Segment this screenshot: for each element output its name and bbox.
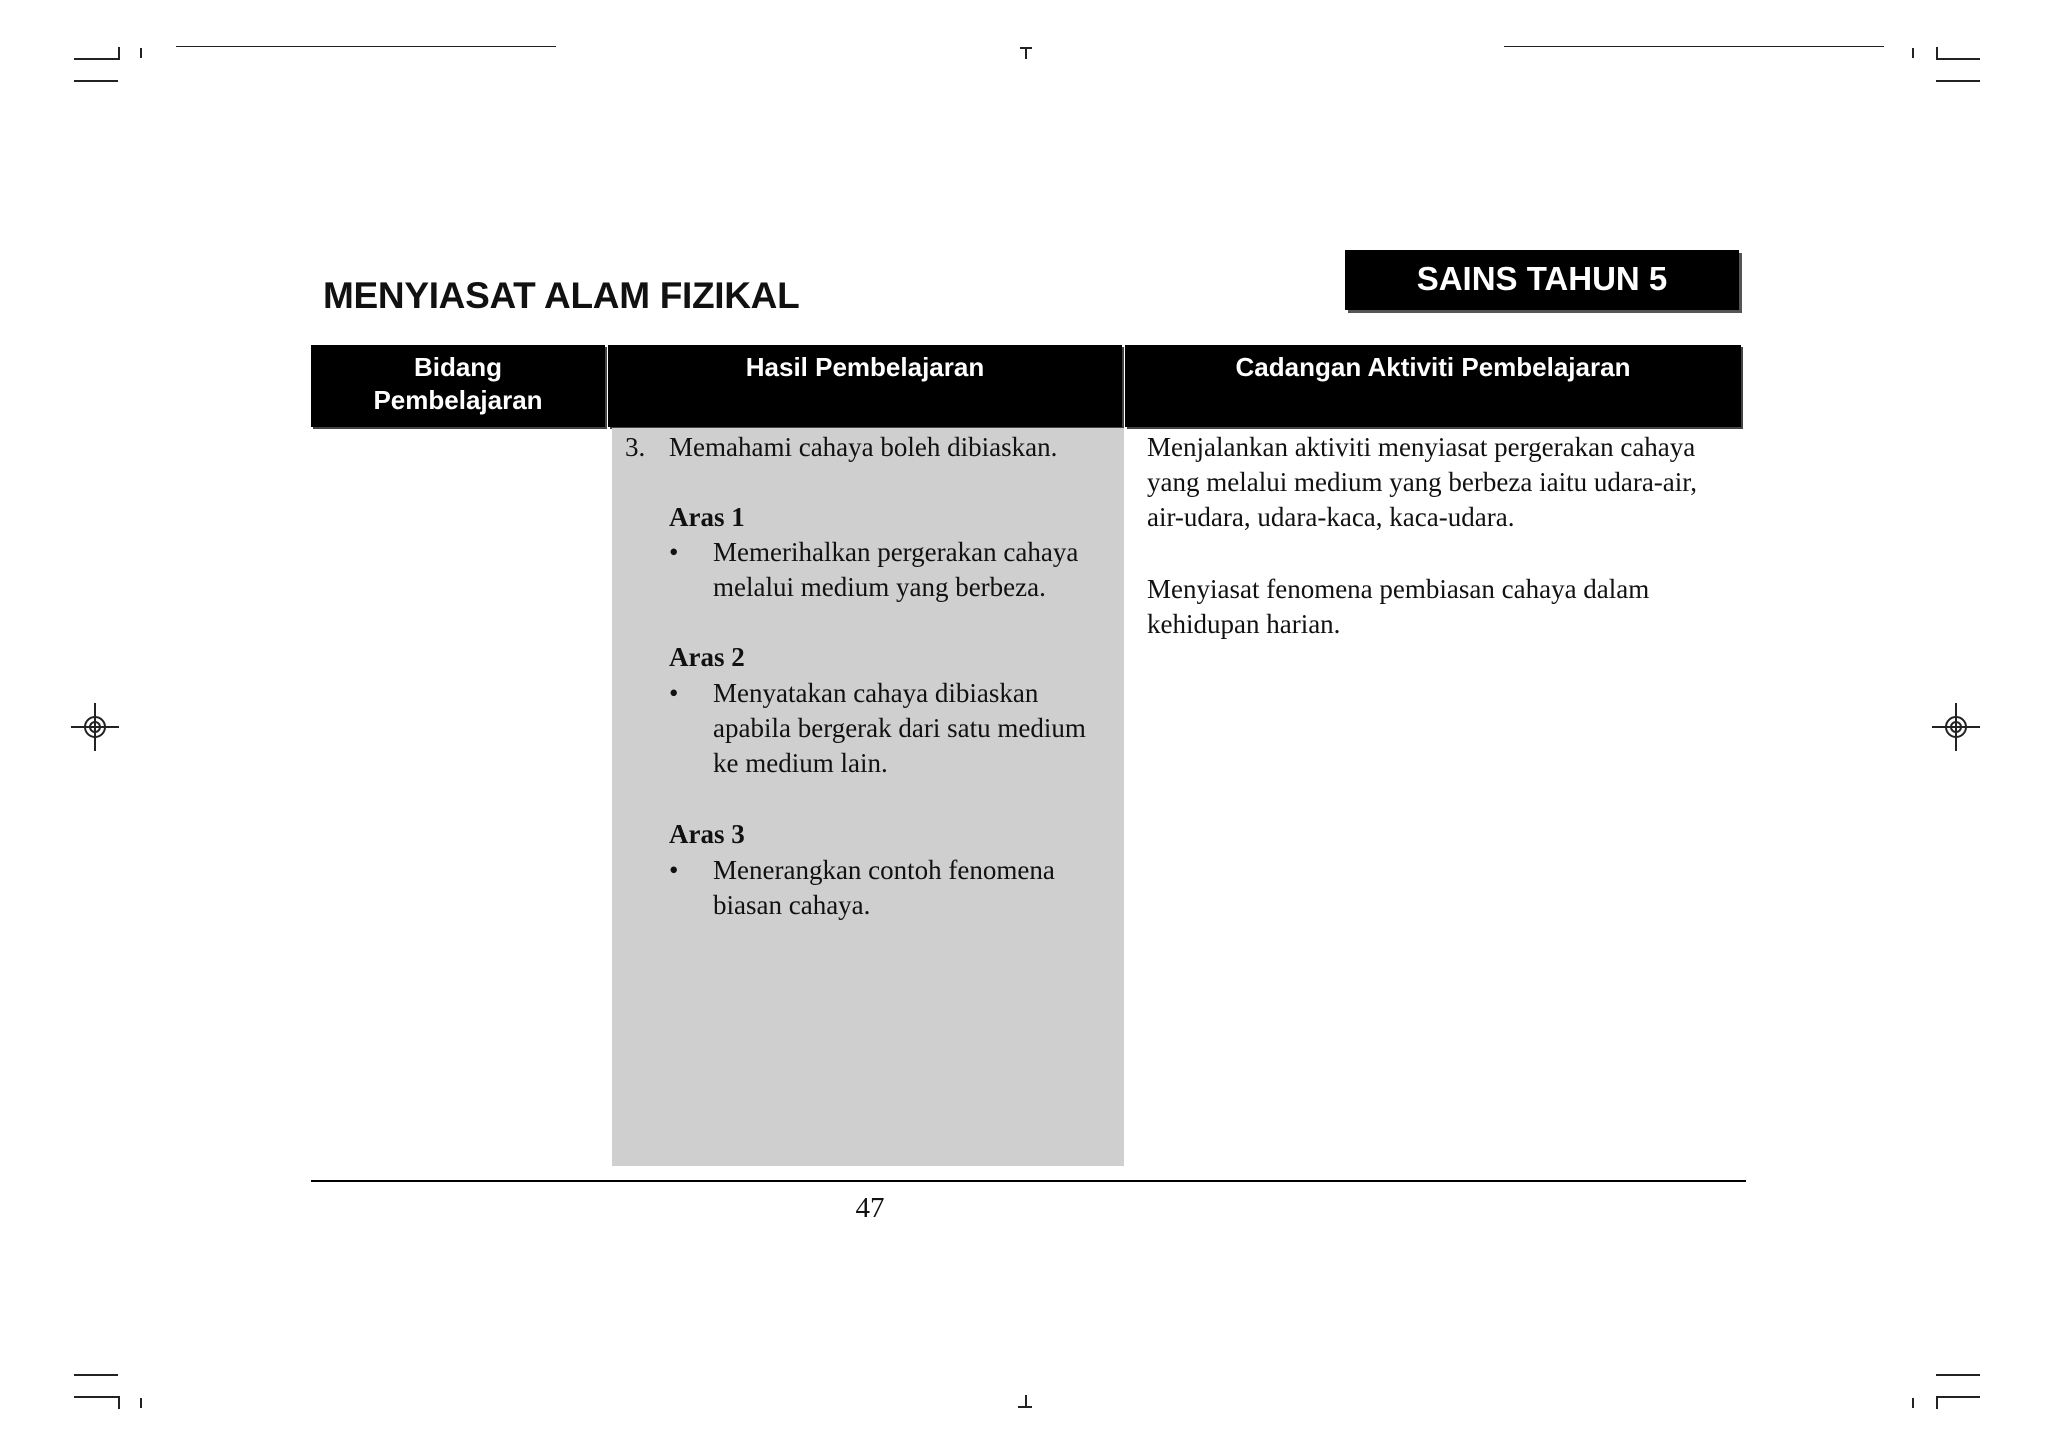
outcome-number: 3. — [625, 432, 646, 462]
outcome-text: Memahami cahaya boleh dibiaskan. — [669, 432, 1058, 462]
level-3-line: Menerangkan contoh fenomena — [713, 855, 1055, 885]
registration-mark-left-icon — [71, 703, 119, 751]
activity-line: Menjalankan aktiviti menyiasat pergerakan cahaya — [1147, 432, 1696, 462]
level-3-title: Aras 3 — [669, 819, 745, 849]
level-2-line: ke medium lain. — [713, 748, 888, 778]
column-header-area-line2: Pembelajaran — [373, 385, 543, 415]
level-3-line: biasan cahaya. — [713, 890, 871, 920]
subject-badge: SAINS TAHUN 5 — [1345, 250, 1739, 310]
level-1-title: Aras 1 — [669, 502, 745, 532]
column-header-activities: Cadangan Aktiviti Pembelajaran — [1125, 345, 1741, 427]
column-header-area — [311, 345, 605, 427]
level-3-bullet: • — [669, 855, 679, 885]
activity-paragraph-1 — [1147, 430, 1737, 535]
level-2-text — [713, 676, 1118, 781]
section-title: MENYIASAT ALAM FIZIKAL — [323, 275, 800, 316]
level-3-text — [713, 853, 1118, 923]
activity-line: yang melalui medium yang berbeza iaitu udara-air, — [1147, 467, 1697, 497]
page-number: 47 — [855, 1192, 885, 1224]
level-2-bullet: • — [669, 678, 679, 708]
column-header-outcomes: Hasil Pembelajaran — [608, 345, 1122, 427]
level-1-line: melalui medium yang berbeza. — [713, 572, 1046, 602]
activity-line: air-udara, udara-kaca, kaca-udara. — [1147, 502, 1515, 532]
level-2-line: apabila bergerak dari satu medium — [713, 713, 1086, 743]
level-2-title: Aras 2 — [669, 642, 745, 672]
level-1-text — [713, 535, 1118, 605]
activity-line: Menyiasat fenomena pembiasan cahaya dalam — [1147, 574, 1650, 604]
activity-paragraph-2 — [1147, 572, 1737, 642]
level-1-line: Memerihalkan pergerakan cahaya — [713, 537, 1079, 567]
level-1-bullet: • — [669, 537, 679, 567]
column-header-area-line1: Bidang — [413, 352, 503, 382]
level-2-line: Menyatakan cahaya dibiaskan — [713, 678, 1039, 708]
table-bottom-rule — [311, 1180, 1746, 1182]
registration-mark-right-icon — [1932, 703, 1980, 751]
activity-line: kehidupan harian. — [1147, 609, 1341, 639]
